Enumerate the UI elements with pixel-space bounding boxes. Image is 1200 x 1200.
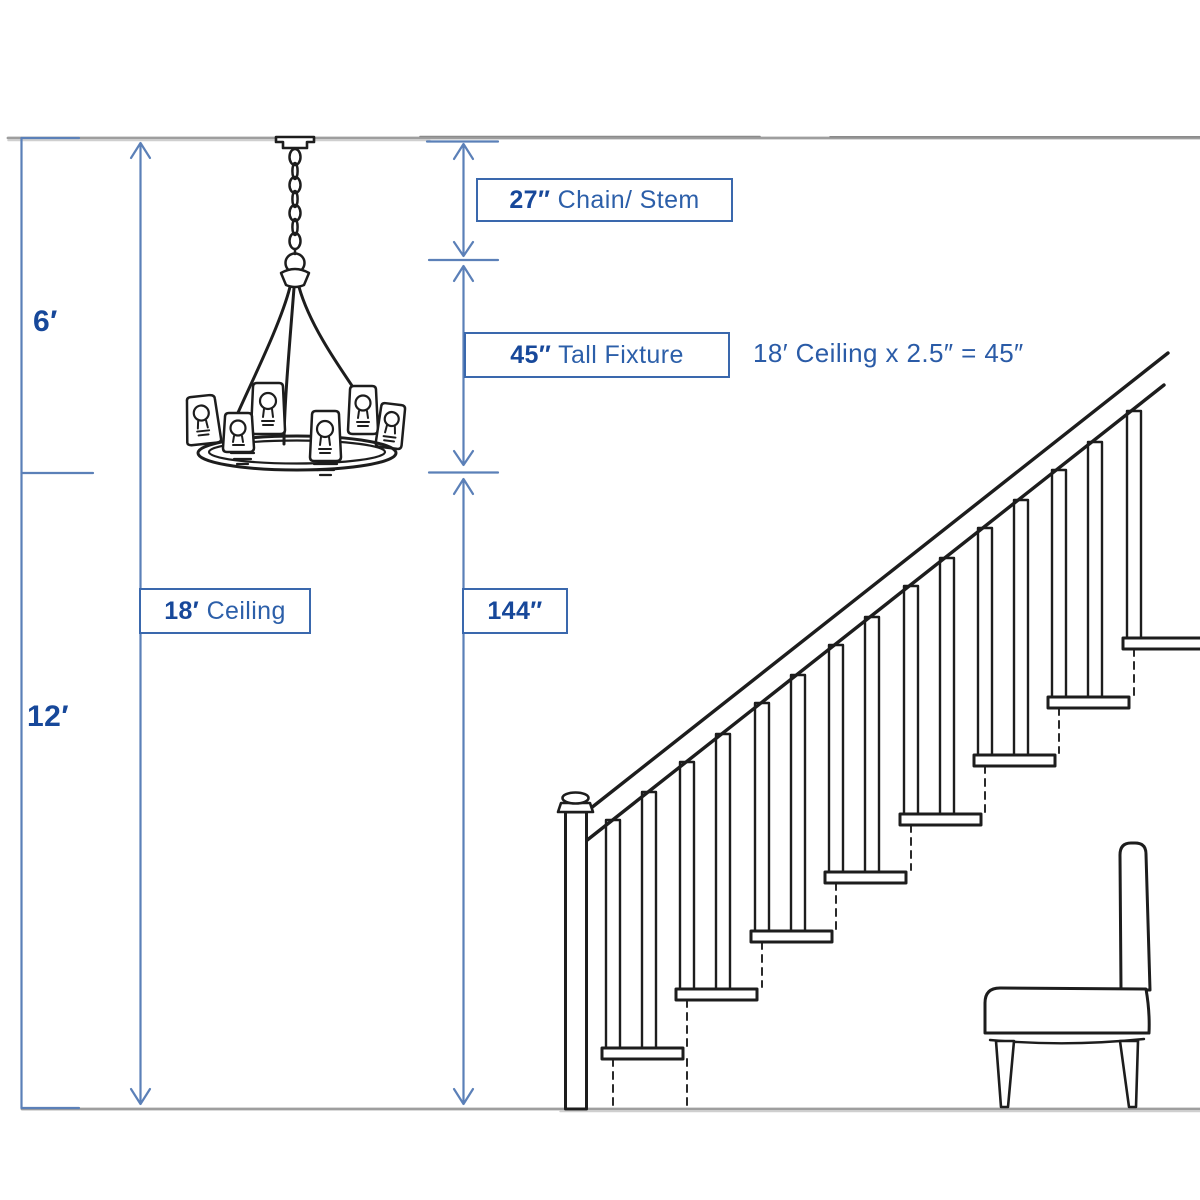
overall-height-line — [22, 138, 94, 1108]
lower-segment-label: 12′ — [27, 700, 70, 733]
chain-stem-label-box — [476, 178, 733, 222]
tall-fixture-value: 45″ — [510, 340, 552, 369]
height-inches-label-box — [462, 588, 568, 634]
ceiling-line — [8, 137, 1200, 141]
chair-sketch — [985, 843, 1150, 1107]
tall-fixture-label-box — [464, 332, 730, 378]
floor-line — [22, 1109, 1200, 1112]
tall-fixture-text: Tall Fixture — [551, 340, 684, 369]
ceiling-value: 18′ — [164, 596, 200, 625]
chain-stem-text: Chain/ Stem — [550, 185, 700, 214]
chain-stem-value: 27″ — [509, 185, 551, 214]
ceiling-label-box — [139, 588, 311, 634]
ceiling-text: Ceiling — [199, 596, 286, 625]
chandelier-sketch — [183, 137, 407, 475]
upper-segment-label: 6′ — [33, 305, 58, 338]
sizing-formula-label: 18′ Ceiling x 2.5″ = 45″ — [753, 338, 1024, 368]
height-inches-value: 144″ — [487, 596, 543, 625]
